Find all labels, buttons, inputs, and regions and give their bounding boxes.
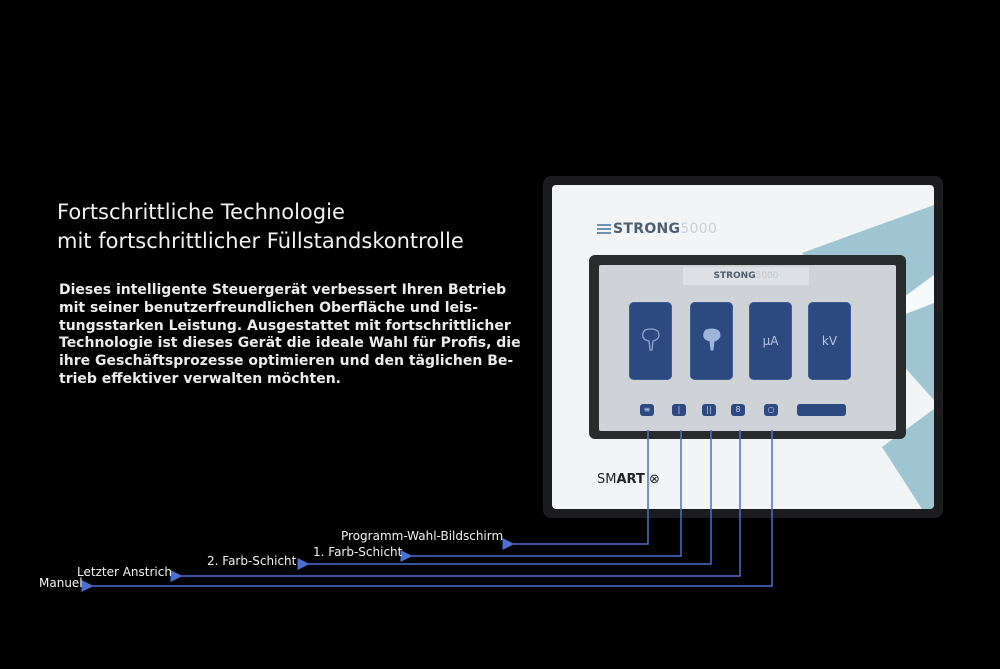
smart-logo-prefix: SM xyxy=(597,472,617,487)
last-coat-icon: 8 xyxy=(735,405,741,414)
screen-brand-number: 5000 xyxy=(755,271,779,281)
description-line: tungsstarken Leistung. Ausgestattet mit fortschrittlicher xyxy=(59,317,511,334)
description-line: mit seiner benutzerfreundlichen Oberfläche und leis- xyxy=(59,299,479,316)
hand-icon: ○ xyxy=(767,405,775,414)
callout-line-manual xyxy=(92,430,772,586)
callout-manual: Manuel xyxy=(39,576,83,590)
brand-number: 5000 xyxy=(680,221,718,237)
headline-line-1: Fortschrittliche Technologie xyxy=(57,200,345,224)
menu-lines-icon: ≡ xyxy=(643,405,651,414)
brand-name: STRONG xyxy=(613,221,681,237)
headline-line-2: mit fortschrittlicher Füllstandskontrolle xyxy=(57,229,464,253)
description-line: trieb effektiver verwalten möchten. xyxy=(59,370,341,387)
smart-swirl-icon: ⊗ xyxy=(648,472,660,487)
microampere-icon: µA xyxy=(762,334,779,348)
callout-line-program-select xyxy=(513,430,648,544)
callout-first-coat: 1. Farb-Schicht xyxy=(313,545,403,559)
callout-last-coat: Letzter Anstrich xyxy=(77,565,172,579)
double-bar-icon: || xyxy=(706,405,712,414)
callout-line-second-coat xyxy=(308,430,711,564)
single-bar-icon: | xyxy=(677,405,681,414)
smart-logo-suffix: ART xyxy=(616,472,645,487)
callout-program-select: Programm-Wahl-Bildschirm xyxy=(341,529,504,543)
description-line: Technologie ist dieses Gerät die ideale Wahl für Profis, die xyxy=(59,335,521,352)
description-line: Dieses intelligente Steuergerät verbessert Ihren Betrieb xyxy=(59,282,507,298)
description-line: ihre Geschäftsprozesse optimieren und den täglichen Be- xyxy=(59,353,514,370)
kilovolt-icon: kV xyxy=(821,334,838,348)
callout-second-coat: 2. Farb-Schicht xyxy=(207,554,297,568)
screen-brand-name: STRONG xyxy=(713,271,756,281)
